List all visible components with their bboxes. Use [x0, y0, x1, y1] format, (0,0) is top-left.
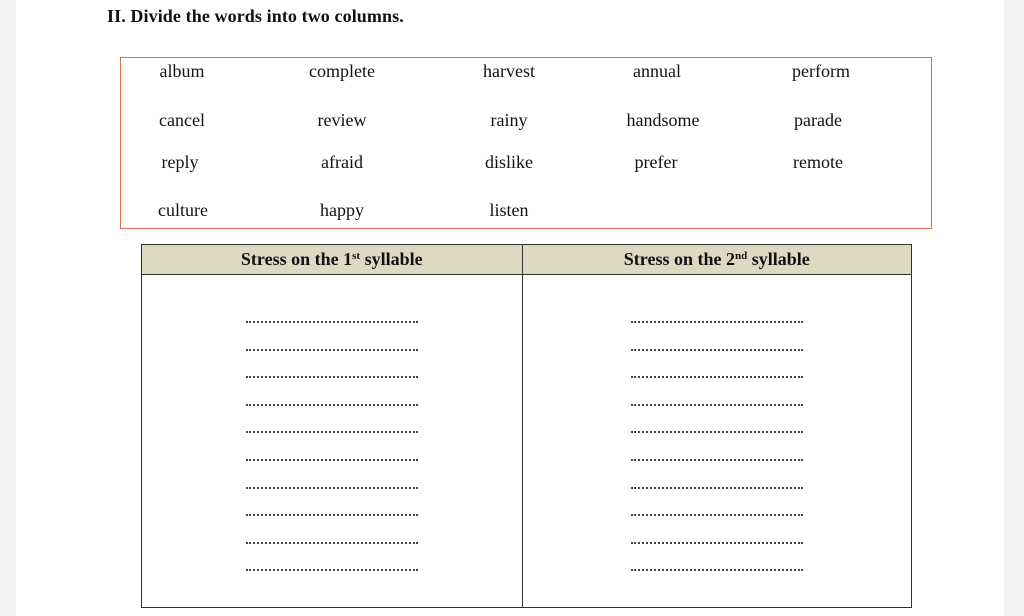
answer-blank-line[interactable] — [246, 542, 418, 544]
answer-blank-line[interactable] — [246, 349, 418, 351]
exercise-heading: II. Divide the words into two columns. — [107, 6, 404, 26]
stress-table — [141, 244, 912, 608]
answer-blank-line[interactable] — [631, 431, 803, 433]
answer-blank-line[interactable] — [631, 459, 803, 461]
word-item: reply — [161, 152, 199, 172]
word-item: afraid — [321, 152, 363, 172]
word-item: complete — [309, 61, 375, 81]
answer-blank-line[interactable] — [631, 404, 803, 406]
answer-blank-line[interactable] — [246, 487, 418, 489]
word-item: review — [317, 110, 367, 130]
word-item: annual — [633, 61, 681, 81]
answer-blank-line[interactable] — [631, 542, 803, 544]
word-item: rainy — [490, 110, 528, 130]
answer-blank-line[interactable] — [631, 514, 803, 516]
column-header-first-syllable: Stress on the 1st syllable — [142, 245, 523, 275]
column-header-second-syllable: Stress on the 2nd syllable — [522, 245, 911, 275]
answer-blank-line[interactable] — [246, 431, 418, 433]
word-item: dislike — [485, 152, 533, 172]
answer-blank-line[interactable] — [631, 487, 803, 489]
word-item: listen — [489, 200, 529, 220]
answer-blank-line[interactable] — [246, 514, 418, 516]
word-bank-box — [120, 57, 932, 229]
word-item: cancel — [159, 110, 205, 130]
answer-blank-line[interactable] — [631, 349, 803, 351]
word-item: parade — [794, 110, 842, 130]
answer-blank-line[interactable] — [246, 569, 418, 571]
word-item: harvest — [483, 61, 535, 81]
word-item: handsome — [626, 110, 700, 130]
second-syllable-answer-column[interactable] — [522, 275, 911, 608]
first-syllable-answer-column[interactable] — [142, 275, 523, 608]
answer-blank-line[interactable] — [631, 569, 803, 571]
word-item: prefer — [634, 152, 678, 172]
word-item: album — [159, 61, 205, 81]
answer-blank-line[interactable] — [246, 321, 418, 323]
answer-blank-line[interactable] — [246, 404, 418, 406]
word-item: happy — [320, 200, 364, 220]
answer-blank-line[interactable] — [631, 376, 803, 378]
answer-blank-line[interactable] — [246, 459, 418, 461]
word-item: culture — [158, 200, 208, 220]
word-item: remote — [793, 152, 843, 172]
answer-blank-line[interactable] — [631, 321, 803, 323]
answer-blank-line[interactable] — [246, 376, 418, 378]
word-item: perform — [792, 61, 850, 81]
